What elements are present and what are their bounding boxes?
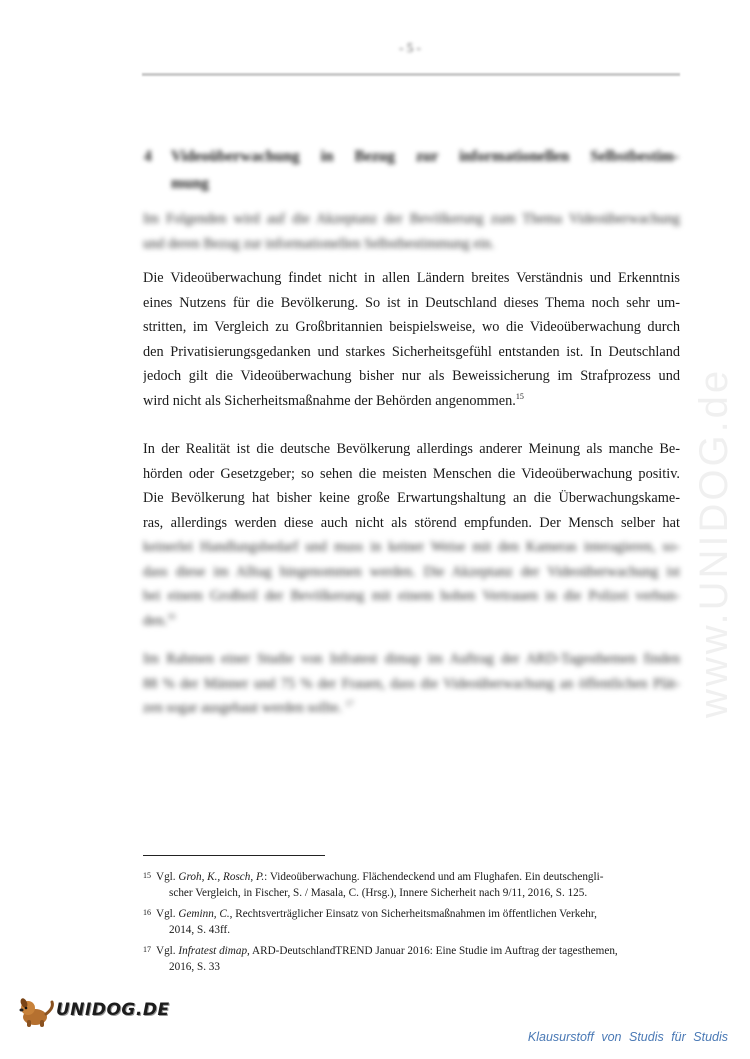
footnote-prefix: Vgl. <box>156 945 179 957</box>
text-line: keinerlei Handlungsbedarf und muss in keiner Weise mit den Kameras interagieren, so- <box>143 539 680 555</box>
footnote-author: Infratest dimap, <box>178 945 250 957</box>
footnote-prefix: Vgl. <box>156 908 179 920</box>
text-line-content: den. <box>143 612 168 629</box>
text-line: 88 % der Männer und 75 % der Frauen, dass die Videoüberwachung an öffentlichen Plät- <box>143 675 680 692</box>
footnote-author: Geminn, C. <box>178 908 230 920</box>
section-heading <box>144 143 679 197</box>
text-line: eines Nutzens für die Bevölkerung. So ist in Deutschland dieses Thema noch sehr um- <box>143 294 680 311</box>
text-line: den Privatisierungsgedanken und starkes Sicherheitsgefühl entstanden ist. In Deutschland <box>143 343 680 360</box>
footnote-ref: 16 <box>167 611 176 621</box>
text-line: jedoch gilt die Videoüberwachung bisher nur als Beweissicherung im Strafprozess und <box>143 368 680 384</box>
header-rule <box>142 73 680 76</box>
text-line <box>143 609 680 634</box>
dog-mascot-icon <box>18 996 58 1028</box>
footer-logo <box>18 996 178 1026</box>
paragraph-2 <box>143 437 680 633</box>
footnote-author: Groh, K., Rosch, P. <box>178 871 265 883</box>
blurred-section <box>143 535 680 633</box>
footnote-line-2: scher Vergleich, in Fischer, S. / Masala, C. (Hrsg.), Innere Sicherheit nach 9/11, 2016, S. 125. <box>169 886 588 899</box>
intro-paragraph <box>143 207 680 256</box>
footnote-line <box>156 907 680 923</box>
text-line: Die Videoüberwachung findet nicht in allen Ländern breites Verständnis und Erkenntnis <box>143 270 680 286</box>
footnote-line <box>156 944 680 960</box>
text-line-content: wird nicht als Sicherheitsmaßnahme der Behörden angenommen. <box>143 392 516 409</box>
logo-text: UNIDOG.DE <box>56 1000 170 1020</box>
footer-slogan: Klausurstoff von Studis für Studis <box>527 1030 728 1044</box>
footnote-16 <box>143 907 680 938</box>
footnote-text: : Videoüberwachung. Flächendeckend und am Flughafen. Ein deutschengli- <box>264 871 604 883</box>
watermark: www.UNIDOG.de <box>692 367 736 718</box>
paragraph-3 <box>143 647 680 721</box>
paragraph-1 <box>143 266 680 413</box>
footnote-ref: 15 <box>515 391 524 401</box>
footnote-number: 15 <box>143 871 151 880</box>
text-line: Im Folgenden wird auf die Akzeptanz der Bevölkerung zum Thema Videoüberwachung <box>143 211 680 227</box>
footnote-rule <box>143 855 325 856</box>
text-line: ras, allerdings werden diese auch nicht als störend empfunden. Der Mensch selber hat <box>143 514 680 531</box>
footnote-ref: 17 <box>345 699 354 709</box>
footnote-text: ARD-DeutschlandTREND Januar 2016: Eine Studie im Auftrag der tagesthemen, <box>249 945 618 957</box>
footnote-line <box>156 870 680 886</box>
section-title-line-2: mung <box>171 175 209 192</box>
text-line: In der Realität ist die deutsche Bevölkerung allerdings anderer Meinung als manche Be- <box>143 441 680 457</box>
text-line: stritten, im Vergleich zu Großbritannien beispielsweise, wo die Videoüberwachung durch <box>143 319 680 335</box>
footnote-number: 17 <box>143 945 151 954</box>
text-line: Die Bevölkerung hat bisher keine große Erwartungshaltung an die Überwachungskame- <box>143 490 680 506</box>
footnote-15 <box>143 870 680 901</box>
text-line: dass diese im Alltag hingenommen werden. Die Akzeptanz der Videoüberwachung ist <box>143 563 680 580</box>
footnote-prefix: Vgl. <box>156 871 179 883</box>
text-line: hörden oder Gesetzgeber; so sehen die meisten Menschen die Videoüberwachung positiv. <box>143 465 680 482</box>
text-line <box>143 696 680 721</box>
footnotes <box>143 870 680 981</box>
section-number: 4 <box>144 148 152 165</box>
footnote-line-2: 2014, S. 43ff. <box>169 923 231 936</box>
text-line: Im Rahmen einer Studie von Infratest dimap im Auftrag der ARD-Tagesthemen finden <box>143 651 680 667</box>
footnote-text: , Rechtsverträglicher Einsatz von Sicherheitsmaßnahmen im öffentlichen Verkehr, <box>229 908 597 920</box>
section-title-line-1: Videoüberwachung in Bezug zur informationellen Selbstbestim- <box>171 148 679 165</box>
footnote-line-2: 2016, S. 33 <box>169 960 220 973</box>
footnote-number: 16 <box>143 908 151 917</box>
footnote-17 <box>143 944 680 975</box>
text-line: bei einem Großteil der Bevölkerung mit einem hohen Vertrauen in die Polizei verbun- <box>143 588 680 604</box>
text-line: und deren Bezug zur informationellen Selbstbestimmung ein. <box>143 235 495 252</box>
text-line-content: zen sogar ausgebaut werden sollte. <box>143 700 342 716</box>
page-number: - 5 - <box>399 40 421 55</box>
text-line <box>143 389 680 414</box>
